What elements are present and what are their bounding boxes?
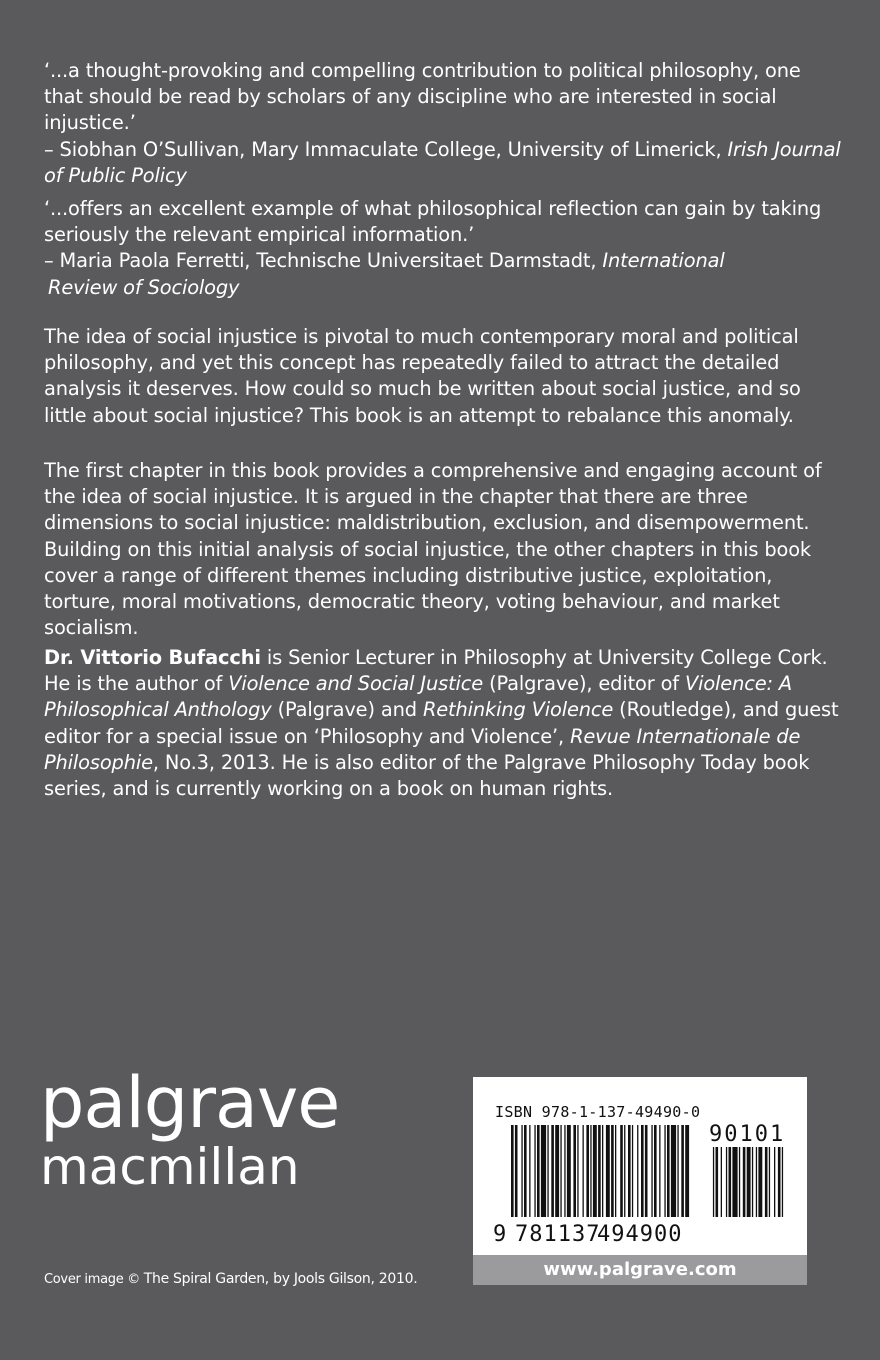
barcode-bar xyxy=(586,1125,589,1217)
barcode-digit-first: 9 xyxy=(493,1222,507,1247)
barcode-bar xyxy=(590,1125,591,1217)
addon-bar xyxy=(732,1147,737,1217)
barcode-bar xyxy=(521,1125,522,1217)
publisher-url[interactable]: www.palgrave.com xyxy=(473,1255,807,1285)
barcode-bar xyxy=(541,1125,546,1217)
addon-bar xyxy=(756,1147,757,1217)
barcode-bar xyxy=(551,1125,554,1217)
barcode-bar xyxy=(681,1125,684,1217)
blurb-paragraph-1-text: The idea of social injustice is pivotal to much contemporary moral and political philosophy, and yet this concept has repeatedly failed to attract the detailed analysis it deserves. How could so much be written about social justice, and so little about social injustice? This book is an attempt to rebalance this anomaly. xyxy=(44,325,801,427)
barcode-bar xyxy=(677,1125,678,1217)
barcode-bar xyxy=(524,1125,527,1217)
barcode-bar xyxy=(654,1125,657,1217)
addon-bar xyxy=(713,1147,714,1217)
publisher-logo xyxy=(40,1062,340,1196)
quote-2-source-line1: International xyxy=(602,249,725,273)
addon-bar xyxy=(747,1147,751,1217)
barcode-bar xyxy=(511,1125,514,1217)
barcode-bar xyxy=(667,1125,670,1217)
isbn-text: ISBN 978-1-137-49490-0 xyxy=(495,1103,701,1121)
barcode-bar xyxy=(606,1125,610,1217)
barcode-bar xyxy=(620,1125,623,1217)
addon-bar xyxy=(743,1147,746,1217)
barcode-bar xyxy=(598,1125,601,1217)
barcode-bar xyxy=(659,1125,660,1217)
addon-bar xyxy=(765,1147,768,1217)
barcode-bar xyxy=(637,1125,638,1217)
logo-macmillan: macmillan xyxy=(40,1138,300,1196)
barcode-bar xyxy=(645,1125,648,1217)
addon-bar xyxy=(721,1147,722,1217)
barcode-box xyxy=(473,1077,807,1285)
barcode-bar xyxy=(628,1125,631,1217)
barcode-bar xyxy=(615,1125,616,1217)
cover-credit xyxy=(44,1270,417,1289)
barcode-bar xyxy=(547,1125,548,1217)
quote-1-attribution: – Siobhan O’Sullivan, Mary Immaculate College, University of Limerick, xyxy=(44,137,722,161)
quote-2-source-line2: Review of Sociology xyxy=(48,275,240,299)
barcode-bar xyxy=(560,1125,561,1217)
quote-1-text: ‘...a thought-provoking and compelling contribution to political philosophy, one that should be read by scholars of any discipline who are interested in social injustice.’ xyxy=(44,59,801,135)
addon-bar xyxy=(758,1147,762,1217)
addon-bars xyxy=(713,1147,783,1217)
barcode-digits-right: 494900 xyxy=(597,1222,683,1247)
addon-bar xyxy=(726,1147,727,1217)
barcode-bar xyxy=(651,1125,652,1217)
cover-credit-prefix: Cover image © xyxy=(44,1272,144,1287)
barcode-bar xyxy=(555,1125,559,1217)
addon-bar xyxy=(774,1147,775,1217)
barcode-bar xyxy=(573,1125,576,1217)
author-bio-text-4: (Routledge), and guest editor for a special issue on ‘Philosophy and Violence’, xyxy=(44,698,839,748)
addon-bar xyxy=(716,1147,719,1217)
barcode-bar xyxy=(671,1125,676,1217)
price-code: 90101 xyxy=(709,1122,786,1147)
author-book-3: Rethinking Violence xyxy=(422,698,614,722)
blurb-paragraph-2 xyxy=(44,458,844,641)
author-book-2: Violence: A Philosophical Anthology xyxy=(44,672,793,722)
author-bio-text-5: , No.3, 2013. He is also editor of the Palgrave Philosophy Today book series, and is currently working on a book on human rights. xyxy=(44,750,810,801)
barcode-bar xyxy=(564,1125,565,1217)
addon-bar xyxy=(778,1147,781,1217)
blurb-paragraph-2-text: The first chapter in this book provides a comprehensive and engaging account of the idea of social injustice. It is argued in the chapter that there are three dimensions to social injustice: maldistribution, exclusion, and disempowerment. Building on this initial analysis of social injustice, the other chapters in this book cover a range of different themes including distributive justice, exploitation, torture, moral motivations, democratic theory, voting behaviour, and market socialism. xyxy=(44,459,822,640)
barcode-bar xyxy=(611,1125,614,1217)
addon-bar xyxy=(729,1147,732,1217)
addon-bar xyxy=(752,1147,753,1217)
barcode-bar xyxy=(567,1125,571,1217)
blurb-paragraph-1 xyxy=(44,324,844,429)
author-name: Dr. Vittorio Bufacchi xyxy=(44,646,261,669)
barcode-bar xyxy=(602,1125,603,1217)
barcode-bar xyxy=(537,1125,540,1217)
quote-2-text: ‘...offers an excellent example of what philosophical reflection can gain by taking seriously the relevant empirical information.’ xyxy=(44,197,822,247)
barcode-bar xyxy=(515,1125,518,1217)
author-bio-text-2: (Palgrave), editor of xyxy=(483,672,685,696)
addon-bar xyxy=(739,1147,740,1217)
cover-credit-text: The Spiral Garden, by Jools Gilson, 2010. xyxy=(143,1271,418,1287)
barcode-bar xyxy=(577,1125,578,1217)
barcode-bar xyxy=(529,1125,530,1217)
author-bio-text-1: is Senior Lecturer in Philosophy at University College Cork. He is the author of xyxy=(44,646,828,696)
barcode-bar xyxy=(583,1125,584,1217)
logo-palgrave: palgrave xyxy=(40,1062,340,1144)
barcode-bar xyxy=(593,1125,597,1217)
barcode-digits-left: 781137 xyxy=(515,1222,601,1247)
author-bio xyxy=(44,645,844,802)
addon-bar xyxy=(769,1147,770,1217)
barcode-graphic xyxy=(473,1077,807,1255)
review-quote-2 xyxy=(44,196,844,301)
barcode-bar xyxy=(664,1125,665,1217)
quote-2-attribution: – Maria Paola Ferretti, Technische Universitaet Darmstadt, xyxy=(44,249,597,273)
barcode-bar xyxy=(632,1125,633,1217)
review-quote-1 xyxy=(44,58,844,189)
author-bio-text-3: (Palgrave) and xyxy=(271,698,423,722)
ean13-bars xyxy=(511,1125,689,1217)
author-book-1: Violence and Social Justice xyxy=(228,672,484,696)
barcode-bar xyxy=(534,1125,535,1217)
addon-bar xyxy=(782,1147,783,1217)
barcode-bar xyxy=(685,1125,689,1217)
quote-1-source: Irish Journal of Public Policy xyxy=(44,137,841,187)
barcode-bar xyxy=(624,1125,625,1217)
barcode-bar xyxy=(641,1125,644,1217)
author-journal: Revue Internationale de Philosophie xyxy=(44,724,801,774)
